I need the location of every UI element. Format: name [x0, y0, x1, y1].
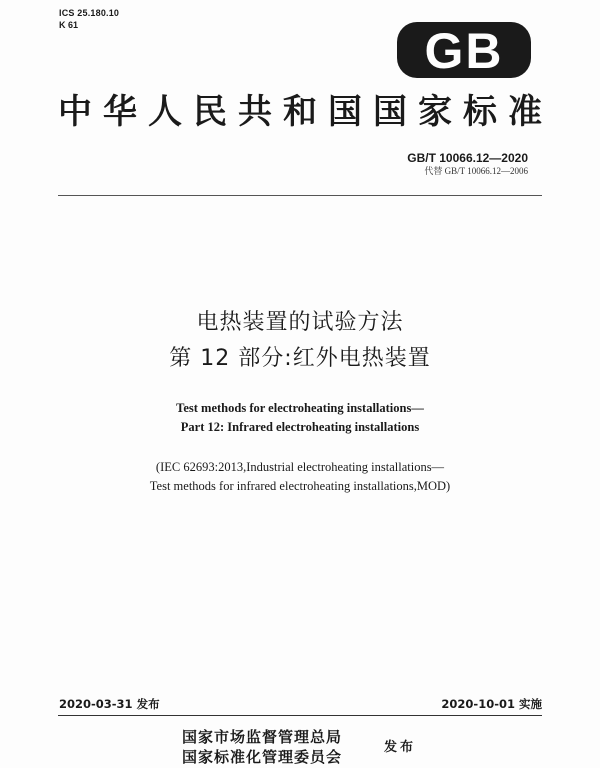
issue-date: 2020-03-31 发布	[59, 697, 160, 711]
title-english-main: Test methods for electroheating installations—	[176, 401, 424, 415]
issuer-samr: 国家市场监督管理总局	[182, 728, 343, 746]
national-standard-title: 中华人民共和国国家标准	[58, 92, 553, 132]
footer-divider	[58, 715, 542, 716]
header-divider	[58, 195, 542, 196]
ccs-code: K 61	[59, 20, 79, 30]
gb-logo-text: GB	[424, 23, 504, 79]
adoption-note-line1: (IEC 62693:2013,Industrial electroheating installations—	[155, 460, 445, 474]
gb-logo	[395, 20, 533, 80]
title-chinese-part: 第 12 部分:红外电热装置	[169, 346, 431, 371]
ics-code: ICS 25.180.10	[59, 8, 120, 18]
adoption-note-line2: Test methods for infrared electroheating installations,MOD)	[149, 479, 451, 493]
implementation-date: 2020-10-01 实施	[441, 697, 542, 711]
standard-number: GB/T 10066.12—2020	[407, 151, 528, 165]
title-chinese-main: 电热装置的试验方法	[196, 310, 404, 335]
title-english-part: Part 12: Infrared electroheating installations	[180, 420, 420, 434]
publish-label: 发布	[384, 740, 417, 755]
replaces-standard: 代替 GB/T 10066.12—2006	[424, 166, 528, 176]
issuer-sac: 国家标准化管理委员会	[182, 748, 343, 766]
